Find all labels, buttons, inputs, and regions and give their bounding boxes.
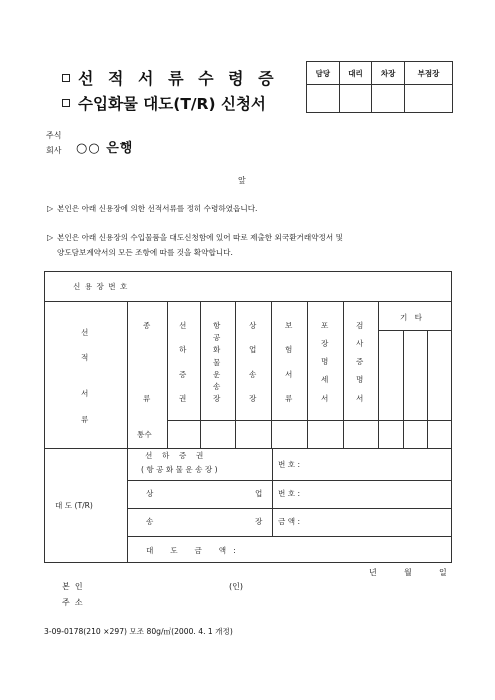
application-form-table: [44, 271, 452, 563]
doc-packing-char: 포: [321, 321, 329, 330]
doc-inspection-char: 검: [356, 321, 364, 330]
doc-insurance-char: 보: [285, 321, 293, 330]
shipping-docs-label-4: 류: [81, 415, 89, 424]
approval-header: 대리: [339, 62, 372, 85]
doc-invoice-char: 장: [249, 394, 257, 403]
awb-label: ( 항 공 화 물 운 송 장 ): [141, 465, 218, 474]
approval-header: 차장: [372, 62, 405, 85]
doc-awb-char: 운: [213, 370, 221, 379]
statement-receipt: ▷ 본인은 아래 신용장에 의한 선적서류를 정히 수령하였읍니다.: [47, 204, 258, 213]
copies-label: 통수: [137, 430, 152, 439]
doc-invoice-char: 송: [249, 370, 257, 379]
shipping-docs-label-3: 서: [81, 389, 89, 398]
doc-packing-char: 서: [321, 394, 329, 403]
approval-table: [306, 61, 453, 113]
approval-header: 담당: [307, 62, 340, 85]
kind-label-top: 종: [143, 321, 151, 330]
doc-bl-char: 증: [179, 370, 187, 379]
bank-type-label: 주식 회사: [46, 131, 62, 155]
triangle-icon: ▷: [47, 204, 54, 213]
amount-label: 금 액 :: [278, 517, 301, 526]
address-label: 주 소: [62, 598, 83, 607]
doc-awb-char: 장: [213, 394, 221, 403]
seal-label: (인): [229, 582, 243, 591]
applicant-label: 본 인: [62, 582, 83, 591]
doc-inspection-char: 서: [356, 394, 364, 403]
lc-number-field[interactable]: [145, 273, 449, 300]
doc-awb-char: 물: [213, 358, 221, 367]
doc-insurance-char: 험: [285, 345, 293, 354]
approval-header: 부점장: [405, 62, 453, 85]
doc-awb-char: 공: [213, 333, 221, 342]
lc-number-label: 신 용 장 번 호: [73, 282, 129, 291]
bl-number-label: 번 호 :: [278, 460, 301, 469]
doc-packing-char: 명: [321, 357, 329, 366]
doc-packing-char: 장: [321, 339, 329, 348]
doc-awb-char: 항: [213, 321, 221, 330]
invoice-number-label: 번 호 :: [278, 489, 301, 498]
date-year-label: 년: [369, 568, 377, 577]
bl-label: 선 하 증 권: [145, 451, 204, 460]
doc-insurance-char: 서: [285, 370, 293, 379]
invoice2-label-right: 장: [255, 517, 263, 526]
invoice2-label-left: 송: [146, 517, 154, 526]
doc-inspection-char: 명: [356, 375, 364, 384]
doc-bl-char: 권: [179, 394, 187, 403]
doc-bl-char: 선: [179, 321, 187, 330]
front-side-label: 앞: [238, 176, 246, 185]
invoice-label-left: 상: [146, 489, 154, 498]
doc-inspection-char: 증: [356, 357, 364, 366]
approval-sign-cell[interactable]: [405, 85, 453, 113]
statement-tr: ▷ 본인은 아래 신용장의 수입물품을 대도신청함에 있어 따로 제출한 외국환거래약정서 및: [47, 233, 343, 242]
form-title-receipt: 선 적 서 류 수 령 증: [62, 66, 274, 89]
tr-amount-label: 대 도 금 액 :: [146, 546, 236, 555]
approval-sign-cell[interactable]: [372, 85, 405, 113]
date-month-label: 월: [404, 568, 412, 577]
approval-sign-cell[interactable]: [307, 85, 340, 113]
shipping-docs-label-1: 선: [81, 328, 89, 337]
invoice-label-right: 업: [255, 489, 263, 498]
form-title-tr-application: 수입화물 대도(T/R) 신청서: [62, 92, 266, 114]
kind-label-bottom: 류: [143, 394, 151, 403]
form-code-footer: 3-09-0178(210 ×297) 모조 80g/㎡(2000. 4. 1 개정): [44, 627, 233, 636]
doc-invoice-char: 업: [249, 345, 257, 354]
tr-label: 대 도 (T/R): [55, 501, 93, 510]
checkbox-icon: [62, 74, 70, 82]
statement-tr-continued: 양도담보계약서의 모든 조항에 따를 것을 확약합니다.: [57, 248, 233, 257]
triangle-icon: ▷: [47, 233, 54, 242]
bank-name: ○○ 은행: [76, 141, 134, 156]
approval-sign-cell[interactable]: [339, 85, 372, 113]
doc-packing-char: 세: [321, 375, 329, 384]
doc-invoice-char: 상: [249, 321, 257, 330]
checkbox-icon: [62, 99, 70, 107]
doc-awb-char: 송: [213, 382, 221, 391]
doc-inspection-char: 사: [356, 339, 364, 348]
shipping-docs-label-2: 적: [81, 353, 89, 362]
doc-insurance-char: 류: [285, 394, 293, 403]
doc-awb-char: 화: [213, 345, 221, 354]
other-docs-label: 기 타: [400, 313, 422, 322]
date-day-label: 일: [439, 568, 447, 577]
doc-bl-char: 하: [179, 345, 187, 354]
